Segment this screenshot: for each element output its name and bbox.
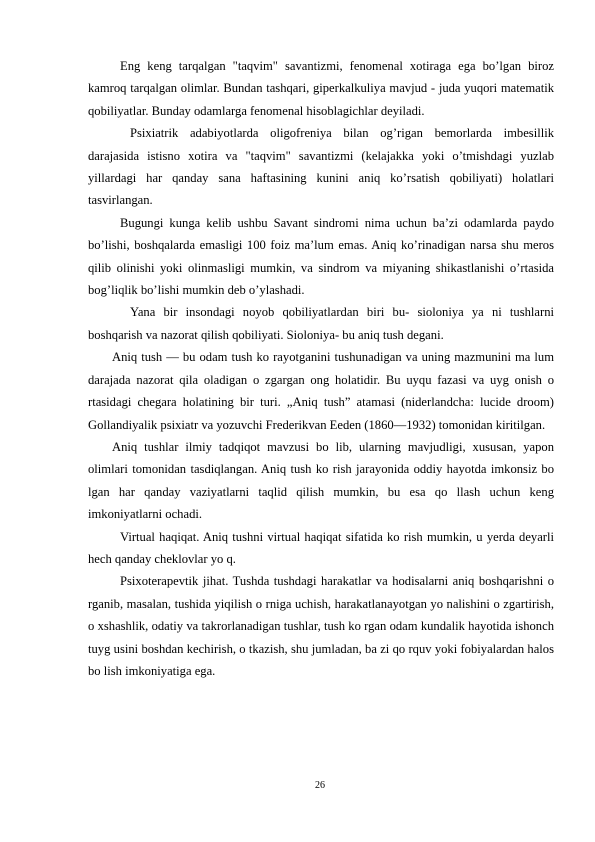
page-body: [88, 55, 554, 682]
paragraph-virtual-reality: Virtual haqiqat. Aniq tushni virtual haqiqat sifatida ko rish mumkin, u yerda deyarli hech qanday cheklovlar yo q.: [88, 529, 554, 566]
paragraph-psychiatric-literature: Psixiatrik adabiyotlarda oligofreniya bilan og’rigan bemorlarda imbesillik darajasida istisno xotira va "taqvim" savantizmi (kelajakka yoki o’tmishdagi yuzlab yillardagi har qanday sana haftasining kunini aniq ko’rsatish qobiliyati) holatlari tasvirlangan.: [88, 126, 554, 208]
paragraph-sioloniya: Yana bir insondagi noyob qobiliyatlardan biri bu- sioloniya ya ni tushlarni boshqarish va nazorat qilish qobiliyati. Sioloniya- bu aniq tush degani.: [88, 305, 554, 342]
paragraph-lucid-dream-research: Aniq tushlar ilmiy tadqiqot mavzusi bo lib, ularning mavjudligi, xususan, yapon olimlari tomonidan tasdiqlangan. Aniq tush ko rish jarayonida oddiy hayotda imkonsiz bo lgan har qanday vaziyatlarni taqlid qilish mumkin, bu esa qo llash uchun keng imkoniyatlarni ochadi.: [88, 439, 554, 522]
paragraph-psychotherapeutic: Psixoterapevtik jihat. Tushda tushdagi harakatlar va hodisalarni aniq boshqarishni o rganib, masalan, tushida yiqilish o rniga uchish, harakatlanayotgan yo nalishini o zgartirish, o xshashlik, odatiy va takrorlanadigan tushlar, tush ko rgan odam kundalik hayotida ishonch tuyg usini boshdan kechirish, o tkazish, shu jumladan, ba zi qo rquv yoki fobiyalardan halos bo lish imkoniyatiga ega.: [88, 574, 554, 678]
page-number: 26: [315, 780, 325, 791]
paragraph-savantism-types: Eng keng tarqalgan "taqvim" savantizmi, fenomenal xotiraga ega bo’lgan biroz kamroq tarqalgan olimlar. Bundan tashqari, giperkalkuliya mavjud - juda yuqori matematik qobiliyatlar. Bunday odamlarga fenomenal hisoblagichlar deyiladi.: [88, 59, 554, 118]
paragraph-lucid-dream-definition: Aniq tush — bu odam tush ko rayotganini tushunadigan va uning mazmunini ma lum darajada nazorat qila oladigan o zgargan ong holatidir. Bu uyqu fazasi va uyg onish o rtasidagi chegara holatining bir turi. „Aniq tush” atamasi (niderlandcha: lucide droom) Gollandiyalik psixiatr va yozuvchi Frederikvan Eeden (1860—1932) tomonidan kiritilgan.: [88, 350, 554, 432]
paragraph-savant-origins: Bugungi kunga kelib ushbu Savant sindromi nima uchun ba’zi odamlarda paydo bo’lishi, boshqalarda emasligi 100 foiz ma’lum emas. Aniq ko’rinadigan narsa shu meros qilib olinishi yoki olinmasligi mumkin, va sindrom va miyaning shikastlanishi o’rtasida bog’liqlik bo’lishi mumkin deb o’ylashadi.: [88, 215, 554, 298]
